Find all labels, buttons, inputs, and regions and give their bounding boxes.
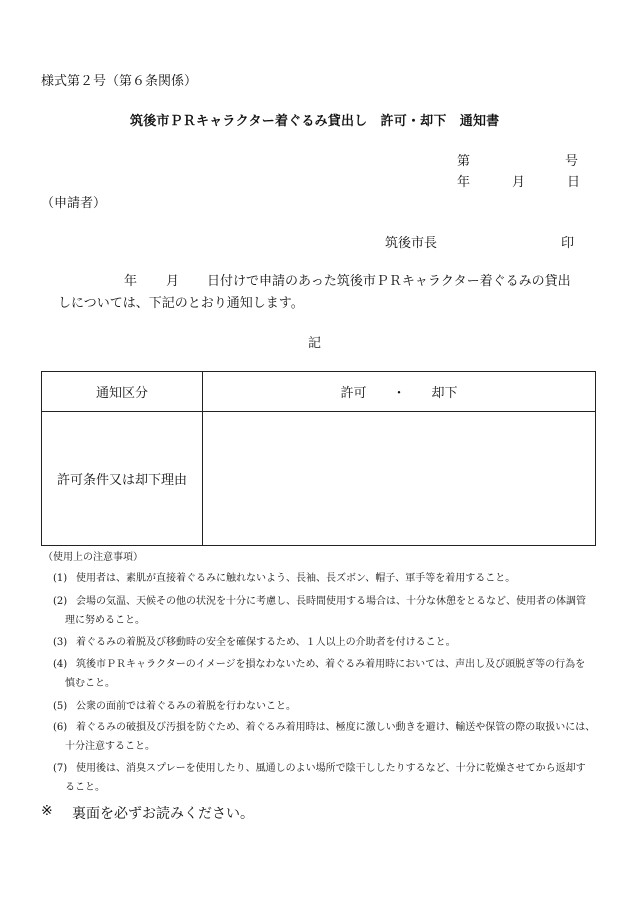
note-number: (7) xyxy=(53,763,68,774)
footer-note-mark: ※ xyxy=(41,803,53,819)
option-separator: ・ xyxy=(392,386,406,401)
notice-table xyxy=(41,371,596,546)
note-text-continued: ること。 xyxy=(65,782,105,793)
body-month: 月 xyxy=(166,274,180,289)
note-text: 会場の気温、天候その他の状況を十分に考慮し、長時間使用する場合は、十分な休憩をとるなど、使用者の体調管 xyxy=(76,596,586,607)
conditions-value xyxy=(203,412,595,545)
note-text: 着ぐるみの着脱及び移動時の安全を確保するため、１人以上の介助者を付けること。 xyxy=(76,637,456,648)
body-year: 年 xyxy=(124,274,138,289)
footer-note-text: 裏面を必ずお読みください。 xyxy=(72,806,254,822)
permit-option: 許可 xyxy=(340,386,367,401)
note-text: 着ぐるみの破損及び汚損を防ぐため、着ぐるみ着用時は、極度に激しい動きを避け、輸送や保管の際の取扱いには、 xyxy=(76,722,596,733)
applicant-label: （申請者） xyxy=(41,196,107,211)
note-number: (1) xyxy=(53,573,68,584)
note-text: 使用者は、素肌が直接着ぐるみに触れないよう、長袖、長ズボン、帽子、軍手等を着用すること。 xyxy=(76,573,516,584)
header-notice-category: 通知区分 xyxy=(95,386,148,401)
note-number: (6) xyxy=(53,722,68,733)
note-text: 筑後市ＰＲキャラクターのイメージを損なわないため、着ぐるみ着用時においては、声出し及び頭脱ぎ等の行為を xyxy=(76,659,586,670)
note-text: 使用後は、消臭スプレーを使用したり、風通しのよい場所で陰干ししたりするなど、十分に乾燥させてから返却す xyxy=(76,763,586,774)
note-number: (4) xyxy=(53,659,68,670)
form-number: 様式第２号（第６条関係） xyxy=(41,74,198,89)
date-year: 年 xyxy=(457,175,471,190)
document-title: 筑後市ＰＲキャラクター着ぐるみ貸出し 許可・却下 通知書 xyxy=(130,114,500,129)
number-prefix: 第 xyxy=(457,154,471,169)
ki-mark: 記 xyxy=(308,336,322,351)
note-text-continued: 慎むこと。 xyxy=(65,678,115,689)
note-number: (5) xyxy=(53,701,68,712)
number-suffix: 号 xyxy=(565,154,579,169)
note-text-continued: 十分注意すること。 xyxy=(65,741,155,752)
notes-heading: （使用上の注意事項） xyxy=(43,552,143,563)
issuer-label: 筑後市長 xyxy=(385,236,438,251)
note-text: 公衆の面前では着ぐるみの着脱を行わないこと。 xyxy=(76,701,296,712)
row-label-conditions: 許可条件又は却下理由 xyxy=(56,473,187,488)
reject-option: 却下 xyxy=(431,386,458,401)
body-line2: しについては、下記のとおり通知します。 xyxy=(58,296,304,311)
note-text-continued: 理に努めること。 xyxy=(65,615,145,626)
header-permit-reject xyxy=(203,372,595,411)
date-day: 日 xyxy=(567,175,581,190)
body-line1: 日付けで申請のあった筑後市ＰＲキャラクター着ぐるみの貸出 xyxy=(207,274,571,289)
note-number: (2) xyxy=(53,596,68,607)
seal-mark: 印 xyxy=(561,236,575,251)
note-number: (3) xyxy=(53,637,68,648)
date-month: 月 xyxy=(512,175,526,190)
